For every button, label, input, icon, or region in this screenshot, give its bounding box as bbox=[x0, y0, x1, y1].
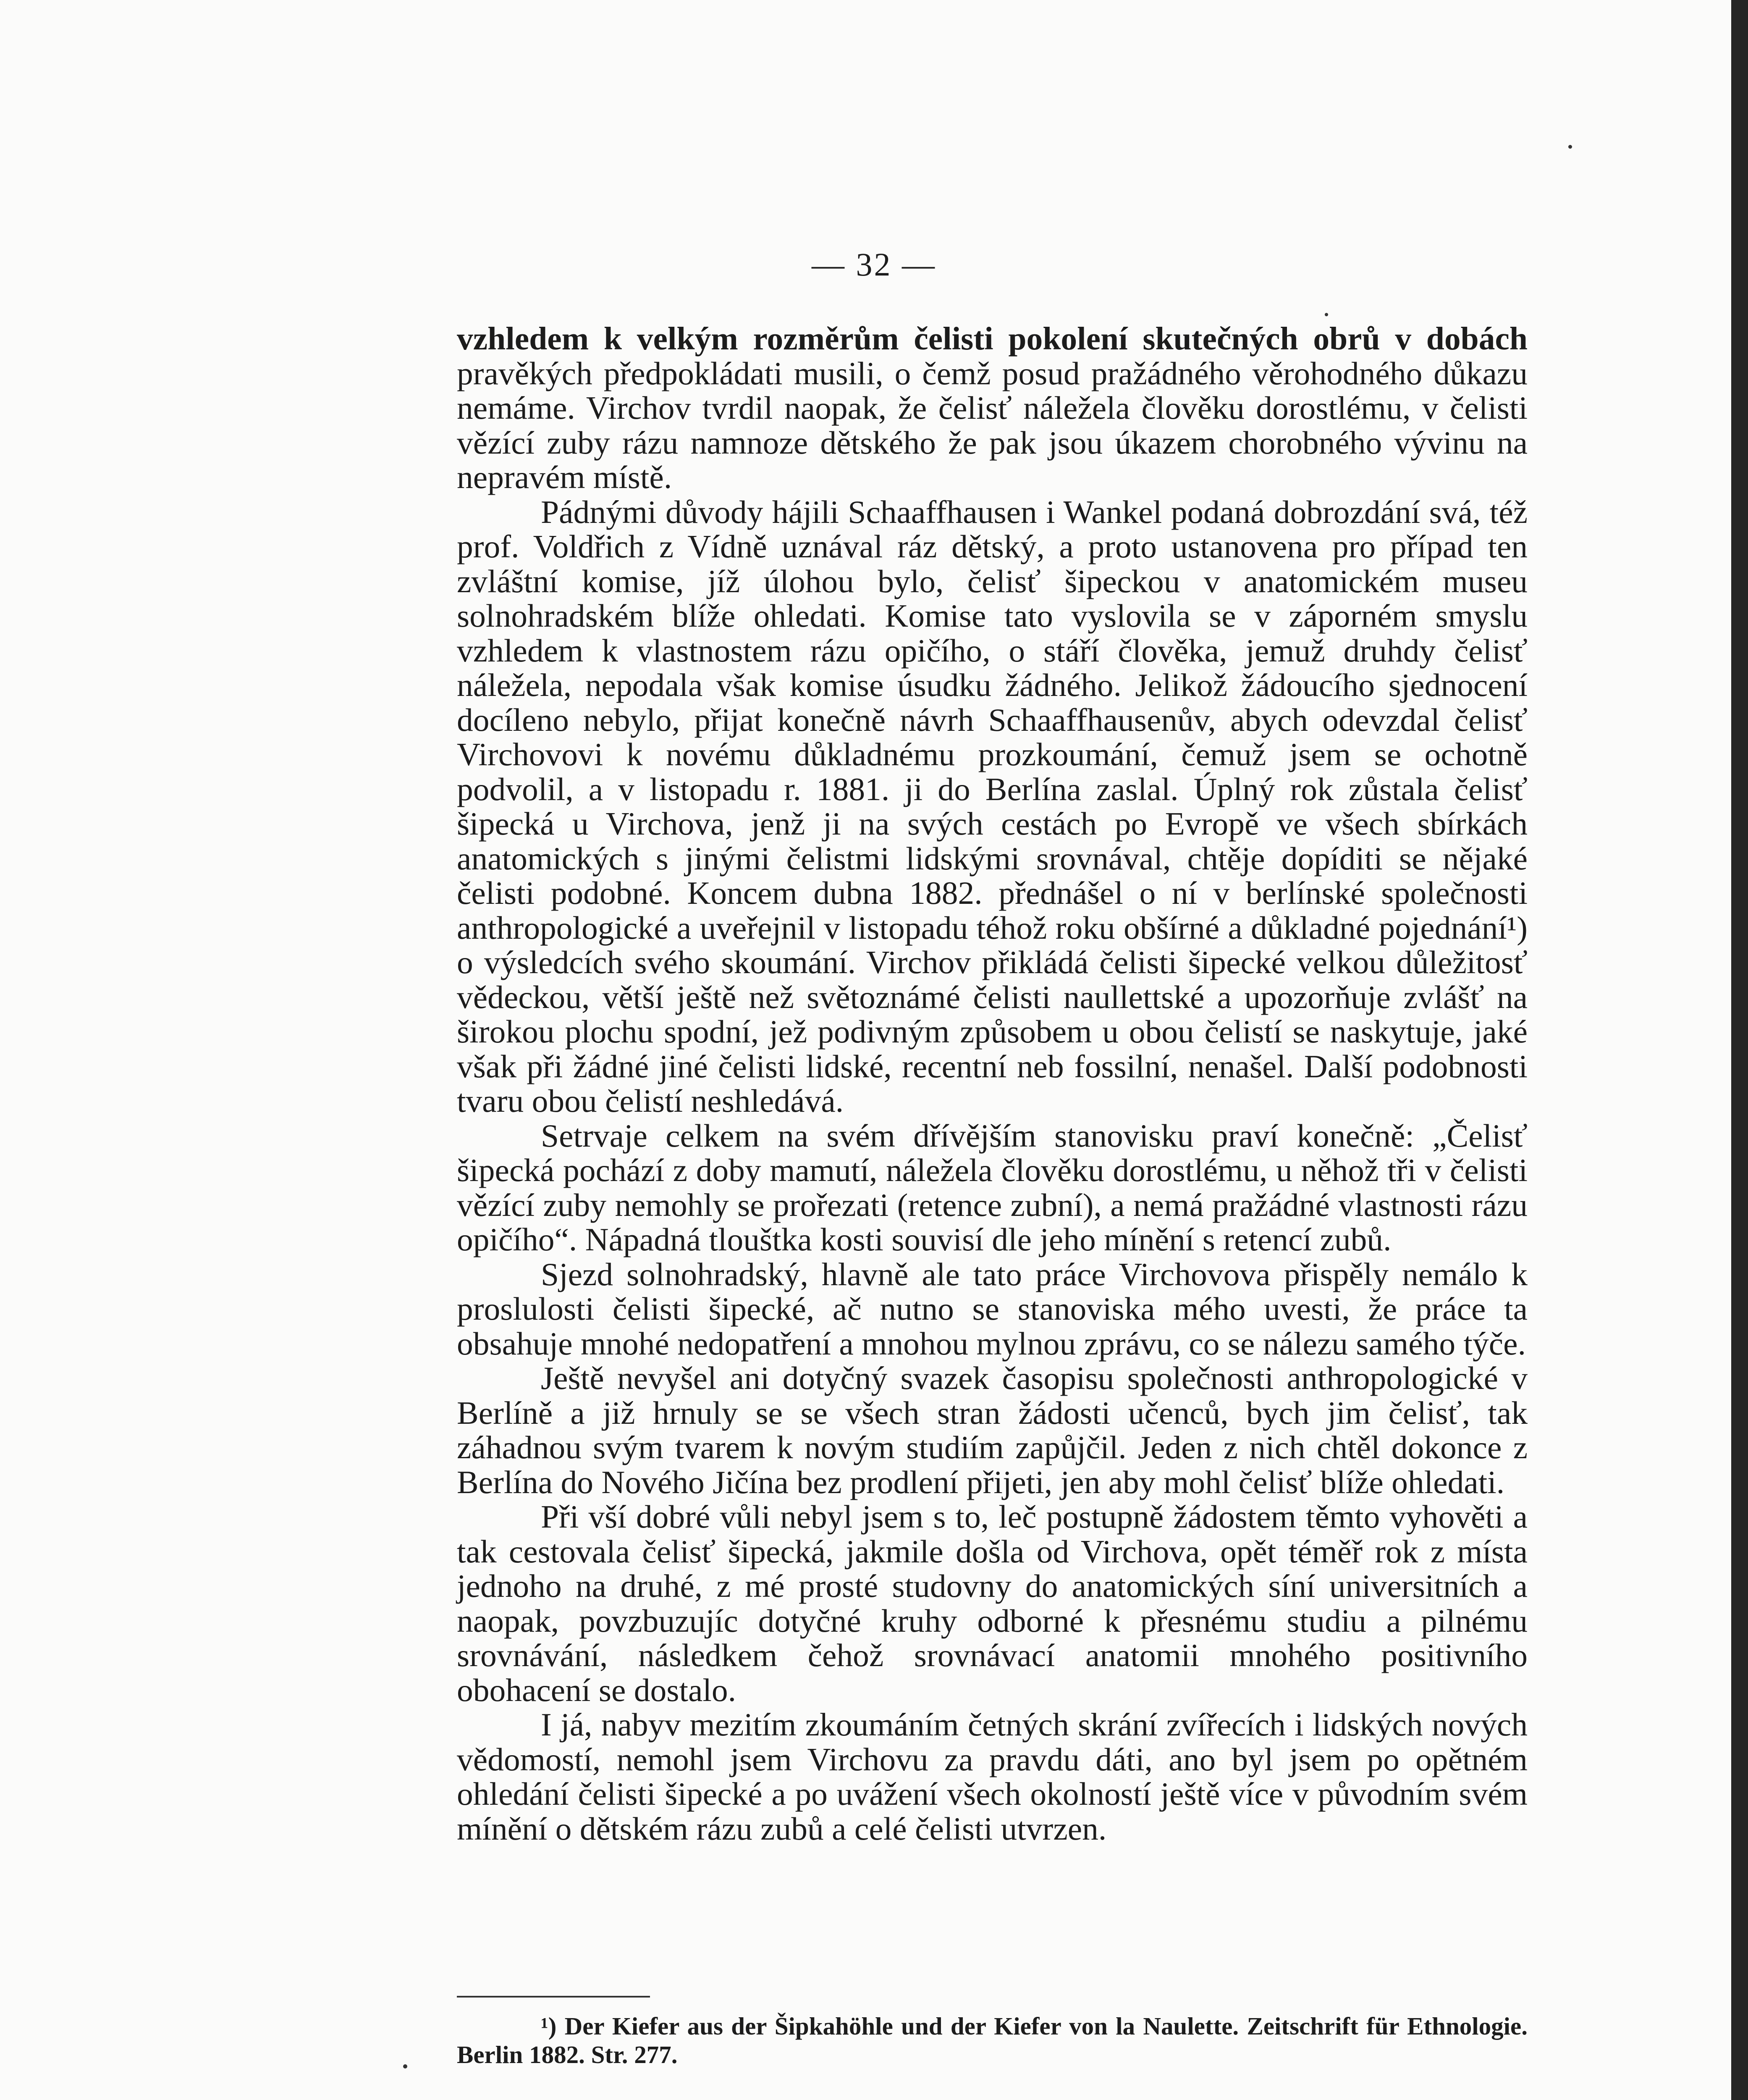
footnote-text: Der Kiefer aus der Šipkahöhle und der Kiefer von la Naulette. Zeitschrift für Ethnologie. Berlin 1882. Str. 277. bbox=[457, 2012, 1528, 2068]
paragraph: Ještě nevyšel ani dotyčný svazek časopisu společnosti anthropologické v Berlíně a již hrnuly se se všech stran žádosti učenců, bych jim čelisť, tak záhadnou svým tvarem k novým studiím zapůjčil. Jeden z nich chtěl dokonce z Berlína do Nového Jičína bez prodlení přijeti, jen aby mohl čelisť blíže ohledati. bbox=[457, 1360, 1528, 1500]
footnote-marker: ¹) bbox=[541, 2012, 557, 2040]
scan-speck bbox=[403, 2064, 407, 2068]
scan-speck bbox=[1568, 145, 1572, 149]
paragraph: Setrvaje celkem na svém dřívějším stanovisku praví konečně: „Čelisť šipecká pochází z doby mamutí, náležela člověku dorostlému, u něhož tři v čelisti vězící zuby nemohly se prořezati (retence zubní), a nemá pražádné vlastnosti rázu opičího“. Nápadná tlouštka kosti souvisí dle jeho mínění s retencí zubů. bbox=[457, 1117, 1528, 1257]
body-text bbox=[457, 321, 1528, 1846]
footnote bbox=[457, 2012, 1528, 2069]
page-number: — 32 — bbox=[812, 246, 936, 283]
scan-speck bbox=[1325, 313, 1328, 316]
paragraph-bold-text: vzhledem k velkým rozměrům čelisti pokolení skutečných obrů v dobách bbox=[457, 320, 1528, 357]
footnote-divider bbox=[457, 1996, 650, 1998]
paragraph bbox=[457, 321, 1528, 495]
paragraph-text: pravěkých předpokládati musili, o čemž posud pražádného věrohodného důkazu nemáme. Virchov tvrdil naopak, že čelisť náležela člověku dorostlému, v čelisti vězící zuby rázu namnoze dětského že pak jsou úkazem chorobného vývinu na nepravém místě. bbox=[457, 355, 1528, 495]
scan-edge bbox=[1731, 0, 1748, 2100]
paragraph: Sjezd solnohradský, hlavně ale tato práce Virchovova přispěly nemálo k proslulosti čelisti šipecké, ač nutno se stanoviska mého uvesti, že práce ta obsahuje mnohé nedopatření a mnohou mylnou zprávu, co se nálezu samého týče. bbox=[457, 1256, 1528, 1362]
paragraph: Při vší dobré vůli nebyl jsem s to, leč postupně žádostem těmto vyhověti a tak cestovala čelisť šipecká, jakmile došla od Virchova, opět téměř rok z místa jednoho na druhé, z mé prosté studovny do anatomických síní universitních a naopak, povzbuzujíc dotyčné kruhy odborné k přesnému studiu a pilnému srovnávání, následkem čehož srovnávací anatomii mnohého positivního obohacení se dostalo. bbox=[457, 1499, 1528, 1708]
paragraph: Pádnými důvody hájili Schaaffhausen i Wankel podaná dobrozdání svá, též prof. Voldřich z Vídně uznával ráz dětský, a proto ustanovena pro případ ten zvláštní komise, jíž úlohou bylo, čelisť šipeckou v anatomickém museu solnohradském blíže ohledati. Komise tato vyslovila se v záporném smyslu vzhledem k vlastnostem rázu opičího, o stáří člověka, jemuž druhdy čelisť náležela, nepodala však komise úsudku žádného. Jelikož žádoucího sjednocení docíleno nebylo, přijat konečně návrh Schaaffhausenův, abych odevzdal čelisť Virchovovi k novému důkladnému prozkoumání, čemuž jsem se ochotně podvolil, a v listopadu r. 1881. ji do Berlína zaslal. Úplný rok zůstala čelisť šipecká u Virchova, jenž ji na svých cestách po Evropě ve všech sbírkách anatomických s jinými čelistmi lidskými srovnával, chtěje dopíditi se nějaké čelisti podobné. Koncem dubna 1882. přednášel o ní v berlínské společnosti anthropologické a uveřejnil v listopadu téhož roku obšírné a důkladné pojednání¹) o výsledcích svého skoumání. Virchov přikládá čelisti šipecké velkou důležitosť vědeckou, větší ještě než světoznámé čelisti naullettské a upozorňuje zvlášť na širokou plochu spodní, jež podivným způsobem u obou čelistí se naskytuje, jaké však při žádné jiné čelisti lidské, recentní neb fossilní, nenašel. Další podobnosti tvaru obou čelistí neshledává. bbox=[457, 494, 1528, 1119]
paragraph: I já, nabyv mezitím zkoumáním četných skrání zvířecích i lidských nových vědomostí, nemohl jsem Virchovu za pravdu dáti, ano byl jsem po opětném ohledání čelisti šipecké a po uvážení všech okolností ještě více v původním svém mínění o dětském rázu zubů a celé čelisti utvrzen. bbox=[457, 1706, 1528, 1847]
